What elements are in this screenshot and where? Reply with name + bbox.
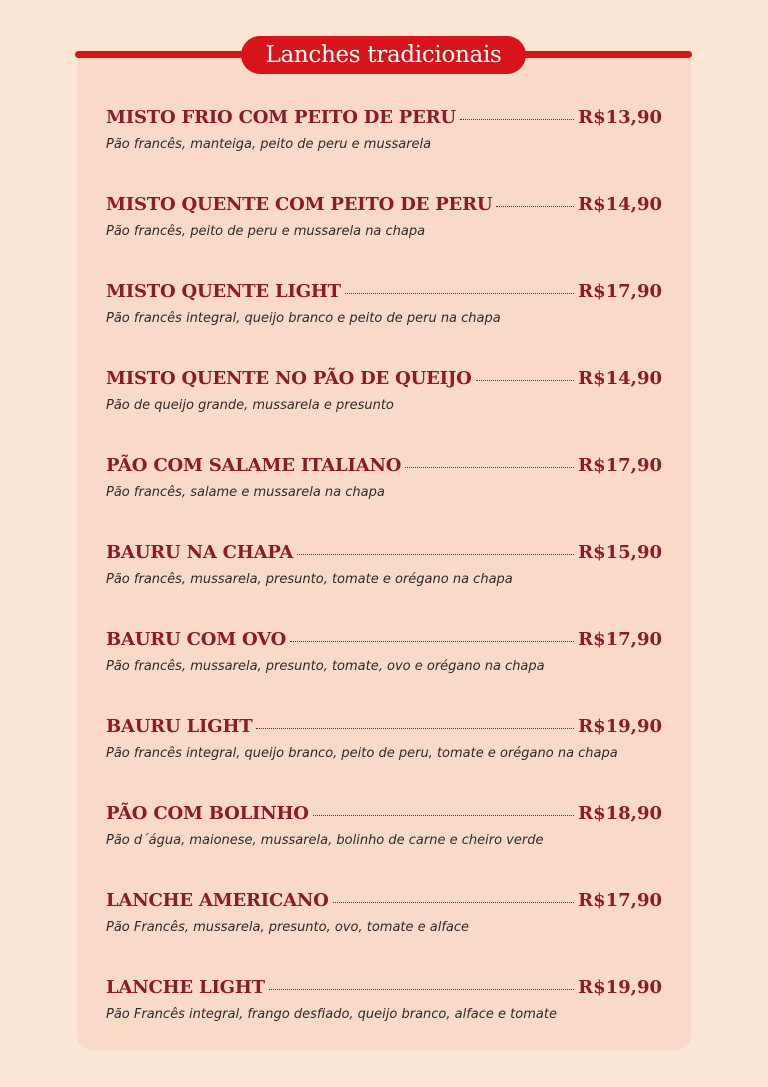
menu-item-line [106, 368, 662, 394]
menu-item-description: Pão de queijo grande, mussarela e presunto [106, 398, 394, 413]
menu-item-description: Pão francês, mussarela, presunto, tomate e orégano na chapa [106, 572, 513, 587]
menu-item-name: MISTO QUENTE NO PÃO DE QUEIJO [106, 368, 472, 389]
menu-item-name: MISTO QUENTE COM PEITO DE PERU [106, 194, 493, 215]
menu-item-name: PÃO COM SALAME ITALIANO [106, 455, 402, 476]
section-title: Lanches tradicionais [241, 36, 526, 74]
dotted-leader [333, 902, 575, 903]
menu-item-price: R$17,90 [578, 890, 662, 911]
menu-item-name: BAURU NA CHAPA [106, 542, 294, 563]
menu-item-description: Pão Francês, mussarela, presunto, ovo, tomate e alface [106, 920, 470, 935]
menu-item-line [106, 890, 662, 916]
dotted-leader [290, 641, 574, 642]
menu-item-name: LANCHE AMERICANO [106, 890, 329, 911]
dotted-leader [405, 467, 574, 468]
menu-item-description: Pão francês integral, queijo branco, peito de peru, tomate e orégano na chapa [106, 746, 618, 761]
dotted-leader [496, 206, 574, 207]
menu-item-line [106, 455, 662, 481]
menu-item-line [106, 194, 662, 220]
menu-item-price: R$15,90 [578, 542, 662, 563]
menu-item-name: MISTO QUENTE LIGHT [106, 281, 341, 302]
menu-item-line [106, 629, 662, 655]
dotted-leader [297, 554, 574, 555]
menu-item [106, 890, 662, 935]
dotted-leader [313, 815, 574, 816]
menu-item [106, 281, 662, 326]
dotted-leader [460, 119, 574, 120]
menu-item-price: R$17,90 [578, 629, 662, 650]
menu-item-line [106, 716, 662, 742]
menu-item-price: R$19,90 [578, 716, 662, 737]
menu-item-line [106, 977, 662, 1003]
menu-item-description: Pão Francês integral, frango desfiado, queijo branco, alface e tomate [106, 1007, 557, 1022]
menu-item-price: R$13,90 [578, 107, 662, 128]
menu-item-name: BAURU LIGHT [106, 716, 253, 737]
menu-item-name: LANCHE LIGHT [106, 977, 265, 998]
menu-item [106, 629, 662, 674]
menu-item-description: Pão francês, salame e mussarela na chapa [106, 485, 385, 500]
menu-item [106, 107, 662, 152]
menu-item-description: Pão francês integral, queijo branco e peito de peru na chapa [106, 311, 501, 326]
menu-item-name: MISTO FRIO COM PEITO DE PERU [106, 107, 456, 128]
menu-item-line [106, 803, 662, 829]
menu-item [106, 977, 662, 1022]
menu-item [106, 716, 662, 761]
menu-item-price: R$17,90 [578, 455, 662, 476]
menu-item-line [106, 107, 662, 133]
menu-item [106, 455, 662, 500]
menu-item [106, 194, 662, 239]
menu-item-description: Pão francês, manteiga, peito de peru e mussarela [106, 137, 432, 152]
dotted-leader [256, 728, 574, 729]
menu-item-name: BAURU COM OVO [106, 629, 287, 650]
dotted-leader [345, 293, 574, 294]
menu-item [106, 803, 662, 848]
menu-item-price: R$19,90 [578, 977, 662, 998]
dotted-leader [269, 989, 574, 990]
menu-item-line [106, 281, 662, 307]
menu-item-price: R$17,90 [578, 281, 662, 302]
menu-item-price: R$14,90 [578, 194, 662, 215]
menu-item-name: PÃO COM BOLINHO [106, 803, 309, 824]
dotted-leader [476, 380, 574, 381]
menu-item-line [106, 542, 662, 568]
menu-item-price: R$14,90 [578, 368, 662, 389]
menu-item-description: Pão francês, mussarela, presunto, tomate, ovo e orégano na chapa [106, 659, 545, 674]
menu-item [106, 368, 662, 413]
menu-item-description: Pão d´água, maionese, mussarela, bolinho de carne e cheiro verde [106, 833, 544, 848]
menu-item-description: Pão francês, peito de peru e mussarela na chapa [106, 224, 426, 239]
menu-item [106, 542, 662, 587]
menu-item-price: R$18,90 [578, 803, 662, 824]
